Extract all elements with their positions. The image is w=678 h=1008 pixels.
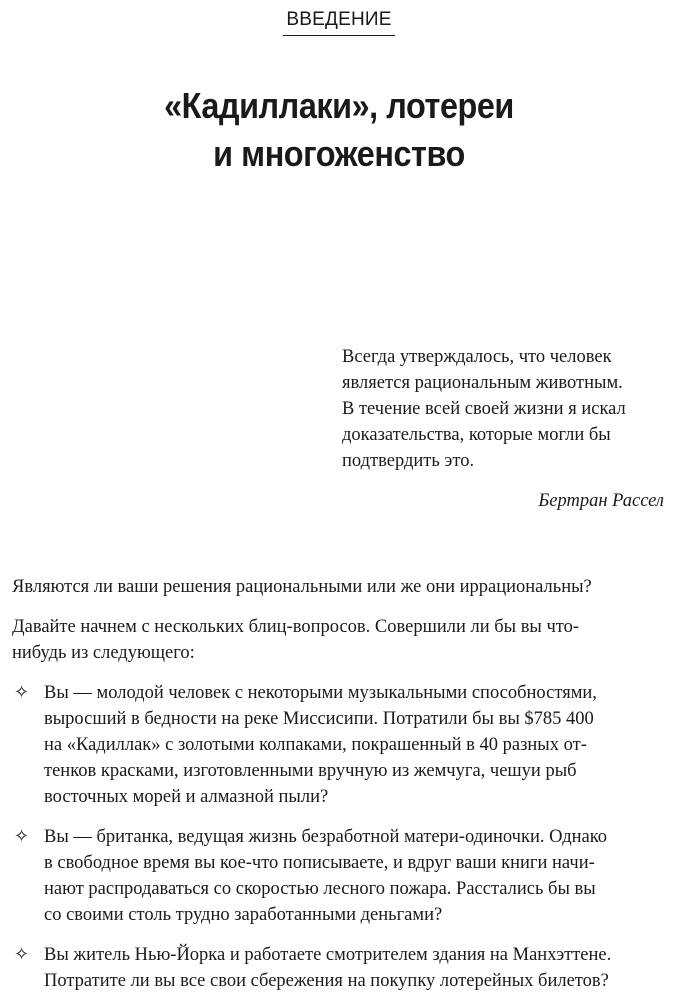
sparkle-bullet-icon: ✧	[14, 826, 30, 847]
chapter-title-line: и многоженство	[213, 133, 465, 174]
epigraph	[342, 344, 672, 514]
bullet-line: нают распродаваться со скоростью лесного пожара. Расстались бы вы	[44, 879, 596, 899]
body-text	[12, 574, 672, 1008]
section-label-container	[0, 6, 678, 36]
paragraph-line: Являются ли ваши решения рациональными или же они иррациональны?	[12, 577, 592, 597]
chapter-title	[34, 82, 644, 178]
bullet-line: Вы — молодой человек с некоторыми музыкальными способностями,	[44, 683, 597, 703]
epigraph-author: Бертран Рассел	[538, 491, 664, 511]
paragraph	[12, 574, 672, 600]
section-label: ВВЕДЕНИЕ	[283, 6, 394, 36]
bullet-line: тенков красками, изготовленными вручную из жемчуга, чешуи рыб	[44, 761, 577, 781]
epigraph-line: Всегда утверждалось, что человек	[342, 347, 612, 367]
epigraph-line: является рациональным животным.	[342, 373, 623, 393]
paragraph-line: нибудь из следующего:	[12, 643, 195, 663]
bullet-line: со своими столь трудно заработанными деньгами?	[44, 905, 443, 925]
bullet-item	[12, 680, 672, 810]
sparkle-bullet-icon: ✧	[14, 944, 30, 965]
bullet-line: Вы — британка, ведущая жизнь безработной матери-одиночки. Однако	[44, 827, 608, 847]
bullet-line: выросший в бедности на реке Миссисипи. Потратили бы вы $785 400	[44, 709, 594, 729]
bullet-line: Потратите ли вы все свои сбережения на покупку лотерейных билетов?	[44, 971, 609, 991]
epigraph-line: подтвердить это.	[342, 451, 475, 471]
bullet-item	[12, 942, 672, 994]
bullet-line: Вы житель Нью-Йорка и работаете смотрителем здания на Манхэттене.	[44, 945, 612, 965]
paragraph-line: Давайте начнем с нескольких блиц-вопросов. Совершили ли бы вы что-	[12, 617, 580, 637]
epigraph-line: В течение всей своей жизни я искал	[342, 399, 626, 419]
chapter-title-line: «Кадиллаки», лотереи	[164, 85, 514, 126]
paragraph	[12, 614, 672, 666]
bullet-item	[12, 824, 672, 928]
bullet-line: в свободное время вы кое-что пописываете, и вдруг ваши книги начи-	[44, 853, 595, 873]
bullet-line: на «Кадиллак» с золотыми колпаками, покрашенный в 40 разных от-	[44, 735, 587, 755]
epigraph-line: доказательства, которые могли бы	[342, 425, 611, 445]
bullet-line: восточных морей и алмазной пыли?	[44, 787, 329, 807]
sparkle-bullet-icon: ✧	[14, 682, 30, 703]
